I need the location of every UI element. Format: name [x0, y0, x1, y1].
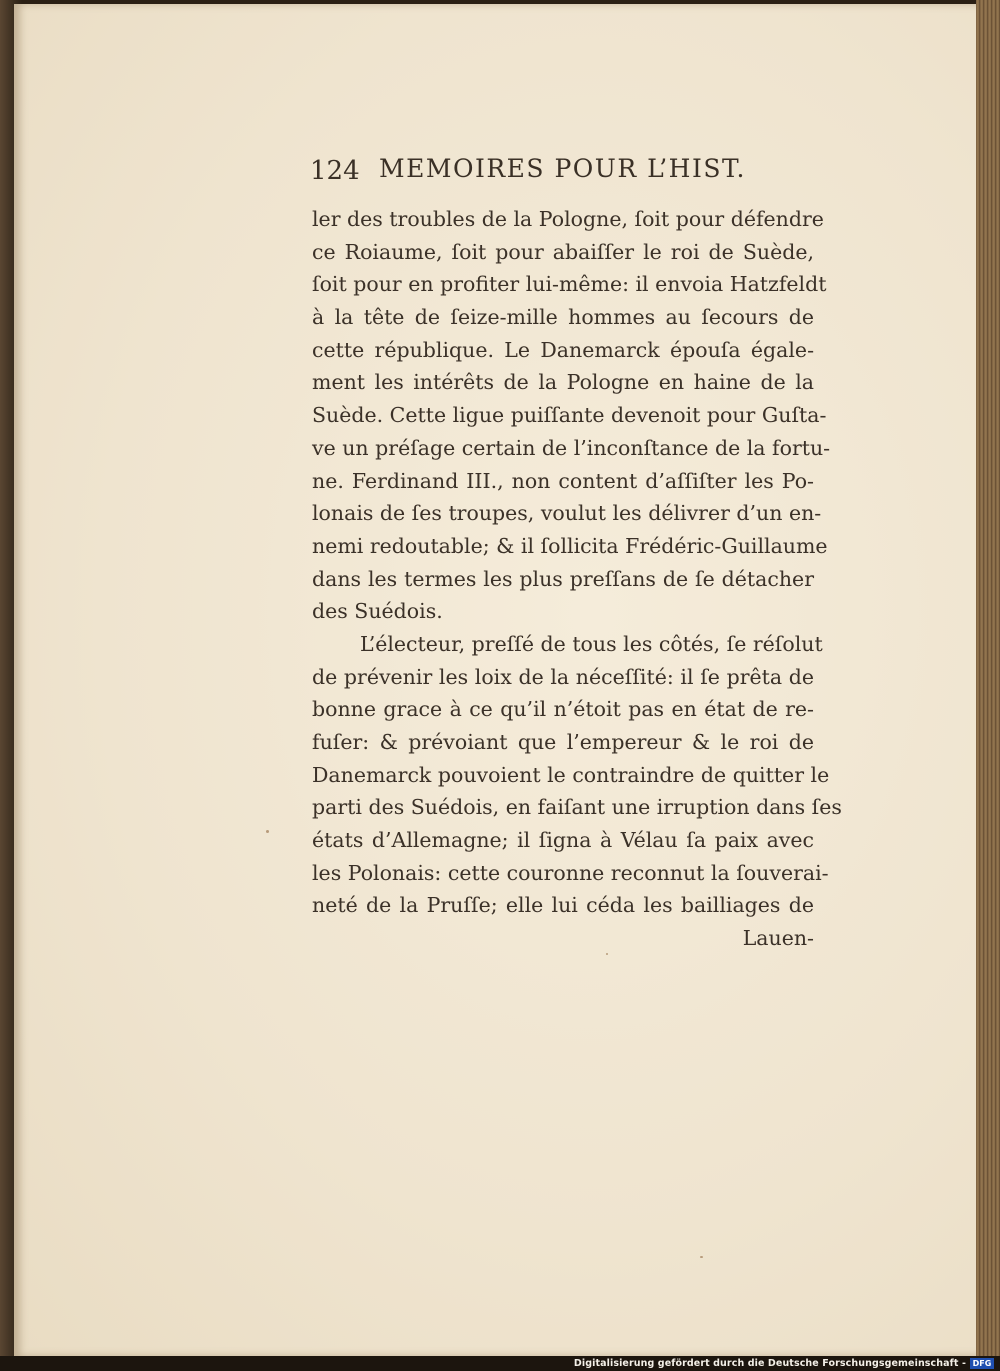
paper-speck: [266, 830, 269, 833]
text-line: ſoit pour en profiter lui-même: il envoia Hatzfeldt: [312, 272, 827, 297]
page-edge-stack: [976, 0, 1000, 1360]
paper-speck: [700, 1256, 703, 1258]
dfg-logo: DFG: [970, 1358, 994, 1369]
text-line: à la tête de ſeize-mille hommes au ſecours de: [312, 305, 814, 330]
text-line: états d’Allemagne; il ſigna à Vélau ſa paix avec: [312, 828, 814, 853]
text-line: nemi redoutable; & il ſollicita Frédéric-Guillaume: [312, 533, 828, 558]
text-line: ve un préſage certain de l’inconſtance de la fortu-: [312, 435, 831, 460]
text-line: cette république. Le Danemarck épouſa égale-: [312, 337, 814, 362]
text-line: fuſer: & prévoiant que l’empereur & le roi de: [312, 730, 814, 754]
body-text: [312, 203, 842, 955]
text-line: ler des troubles de la Pologne, ſoit pour défendre: [312, 207, 824, 231]
text-line: ne. Ferdinand III., non content d’aſſiſter les Po-: [312, 468, 814, 493]
catchword: Lauen-: [742, 926, 814, 951]
text-line: ce Roiaume, ſoit pour abaiſſer le roi de Suède,: [312, 239, 814, 264]
text-line: les Polonais: cette couronne reconnut la ſouverai-: [312, 860, 829, 885]
text-line: Suède. Cette ligue puiſſante devenoit pour Guſta-: [312, 403, 827, 428]
text-line: Danemarck pouvoient le contraindre de quitter le: [312, 762, 830, 787]
text-line: lonais de ſes troupes, voulut les délivrer d’un en-: [312, 501, 822, 526]
running-title: MEMOIRES POUR L’HIST.: [379, 154, 746, 183]
text-line: dans les termes les plus preſſans de ſe détacher: [312, 566, 814, 591]
text-line: bonne grace à ce qu’il n’étoit pas en état de re-: [312, 697, 814, 722]
digitization-credit: Digitalisierung gefördert durch die Deutsche Forschungsgemeinschaft -: [573, 1358, 966, 1369]
paragraph-start-line: L’électeur, preſſé de tous les côtés, ſe réſolut: [360, 631, 823, 656]
page-header: [310, 152, 746, 192]
page-number: 124: [310, 156, 360, 186]
text-line: ment les intérêts de la Pologne en haine de la: [312, 370, 814, 395]
text-line: de prévenir les loix de la néceſſité: il ſe prêta de: [312, 664, 814, 689]
text-line: neté de la Pruſſe; elle lui céda les bailliages de: [312, 893, 814, 918]
paragraph-end-line: des Suédois.: [312, 599, 443, 624]
text-line: parti des Suédois, en faiſant une irruption dans ſes: [312, 795, 842, 820]
